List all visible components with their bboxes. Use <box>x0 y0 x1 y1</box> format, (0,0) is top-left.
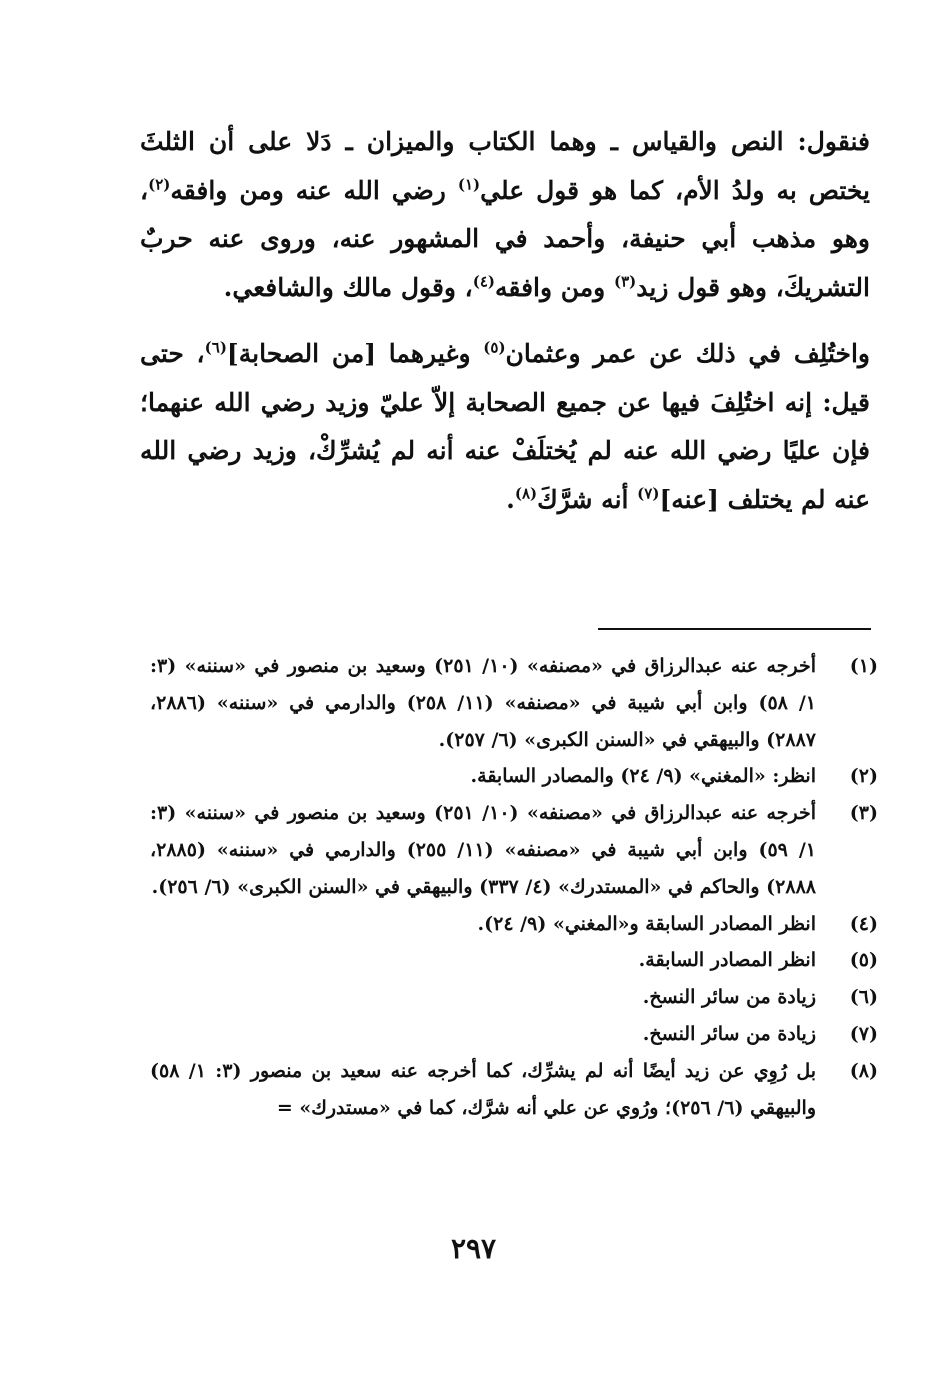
text-run: رضي الله عنه ومن وافقه <box>170 175 458 205</box>
text-run: ، وقول مالك والشافعي. <box>223 272 473 302</box>
footnote-text: زيادة من سائر النسخ. <box>642 1022 816 1045</box>
text-run: . <box>506 484 515 514</box>
footnote-number: (٦) <box>849 986 878 1009</box>
footnote-marker: (٦) <box>204 338 227 357</box>
footnote-number: (٤) <box>849 912 878 935</box>
body-paragraph-2 <box>140 330 870 524</box>
text-run: وغيرهما [من الصحابة] <box>226 339 484 368</box>
footnote-text: أخرجه عنه عبدالرزاق في «مصنفه» (١٠/ ٢٥١) وسعيد بن منصور في «سننه» (٣: ١/ ٥٩) وابن أبي شيبة في «مصنفه» (١١/ ٢٥٥) والدارمي في «سننه» (٢٨٨٥، ٢٨٨٨) والحاكم في «المستدرك» (٤/ ٣٣٧) والبيهقي في «السنن الكبرى» (٦/ ٢٥٦). <box>150 802 816 898</box>
footnote-number: (١) <box>849 655 878 677</box>
footnote-text: انظر: «المغني» (٩/ ٢٤) والمصادر السابقة. <box>470 765 816 788</box>
text-run: ومن وافقه <box>495 272 614 302</box>
footnote-number: (٥) <box>849 949 878 972</box>
footnote-separator <box>598 628 871 630</box>
footnote-text: انظر المصادر السابقة و«المغني» (٩/ ٢٤). <box>477 912 816 935</box>
footnote-item <box>150 1016 878 1053</box>
text-run: فنقول: النص والقياس ـ وهما الكتاب والميزان ـ دَلا على أن الثلثَ يختص به ولدُ الأم، كما هو قول علي <box>140 127 871 205</box>
footnote-item <box>150 906 878 943</box>
footnote-marker: (٢) <box>148 175 171 194</box>
text-run: أنه شرَّكَ <box>537 484 638 514</box>
footnote-item <box>150 648 878 758</box>
footnote-marker: (٣) <box>613 272 637 291</box>
body-paragraph-1 <box>140 118 870 312</box>
text-run: واختُلِف في ذلك عن عمر وعثمان <box>505 339 871 368</box>
footnote-number: (٢) <box>849 765 878 788</box>
footnote-number: (٨) <box>849 1059 878 1082</box>
footnote-marker: (٤) <box>472 272 496 291</box>
footnote-text: انظر المصادر السابقة. <box>638 949 816 972</box>
footnote-number: (٧) <box>849 1022 878 1045</box>
footnote-item <box>150 758 878 795</box>
footnote-item <box>150 795 878 905</box>
footnote-item <box>150 942 878 979</box>
text-run: ، وهو مذهب أبي حنيفة، وأحمد في المشهور عنه، وروى عنه حربٌ التشريكَ، وهو قول زيد <box>140 175 870 302</box>
footnote-text: بل رُوِي عن زيد أيضًا أنه لم يشرِّك، كما أخرجه عنه سعيد بن منصور (٣: ١/ ٥٨) والبيهقي (٦/ ٢٥٦)؛ ورُوي عن علي أنه شرَّك، كما في «مستدرك» = <box>150 1059 817 1119</box>
page-number: ٢٩٧ <box>450 1232 497 1265</box>
footnote-marker: (٥) <box>483 338 506 357</box>
footnotes-section <box>150 648 878 1126</box>
main-body-text <box>140 118 870 524</box>
footnote-marker: (٧) <box>637 484 660 503</box>
footnote-text: أخرجه عنه عبدالرزاق في «مصنفه» (١٠/ ٢٥١) وسعيد بن منصور في «سننه» (٣: ١/ ٥٨) وابن أبي شيبة في «مصنفه» (١١/ ٢٥٨) والدارمي في «سننه» (٢٨٨٦، ٢٨٨٧) والبيهقي في «السنن الكبرى» (٦/ ٢٥٧). <box>150 655 816 751</box>
footnote-text: زيادة من سائر النسخ. <box>642 986 816 1009</box>
footnote-item <box>150 979 878 1016</box>
footnote-number: (٣) <box>849 802 878 825</box>
footnote-item <box>150 1053 878 1127</box>
footnote-marker: (٨) <box>514 484 538 503</box>
text-run: ، حتى قيل: إنه اختُلِفَ فيها عن جميع الصحابة إلاّ عليّ وزيد رضي الله عنهما؛ فإن عليًا رضي الله عنه لم يُختلَفْ عنه أنه لم يُشرِّكْ، وزيد رضي الله عنه لم يختلف [عنه] <box>140 339 870 514</box>
footnote-marker: (١) <box>457 175 481 194</box>
